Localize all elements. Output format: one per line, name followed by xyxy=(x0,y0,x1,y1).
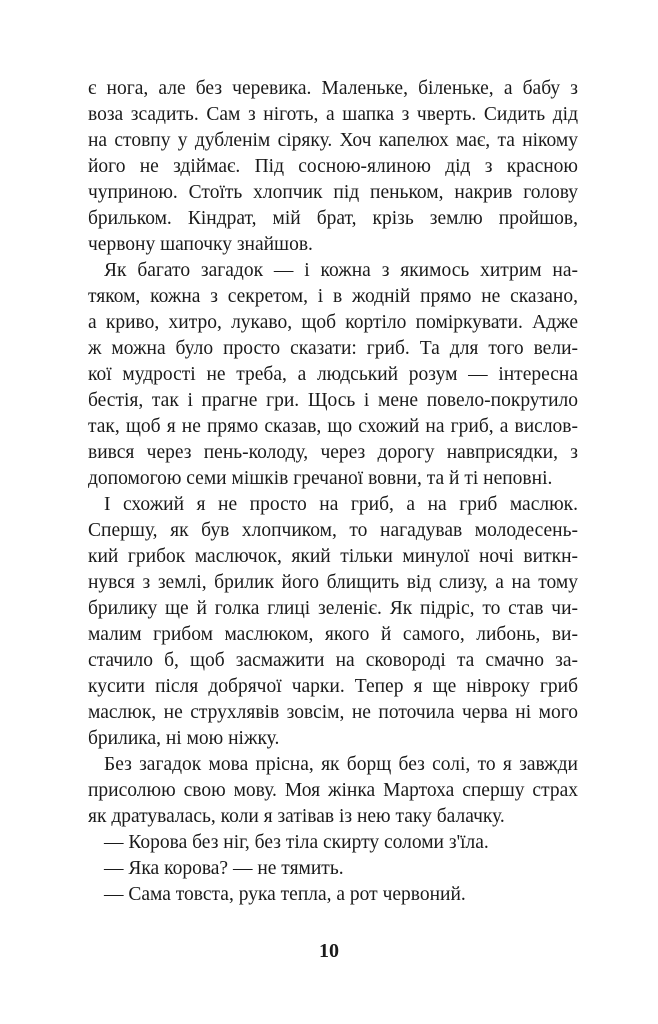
paragraph-language-without-riddles xyxy=(88,752,578,830)
text-line: кої мудрості не треба, а людський розум — інтересна xyxy=(88,364,578,385)
text-line: брилику ще й голка глиці зеленіє. Як підріс, то став чи- xyxy=(88,598,578,619)
text-line: так, щоб я не прямо сказав, що схожий на гриб, а вислов- xyxy=(88,416,578,437)
text-line: маслюк, не струхлявів зовсім, не поточила черва ні мого xyxy=(88,702,578,723)
text-line: присолюю свою мову. Моя жінка Мартоха спершу страх xyxy=(88,780,578,801)
text-line: вився через пень-колоду, через дорогу навприсядки, з xyxy=(88,442,578,463)
book-page-body xyxy=(88,76,578,908)
dialog-line: — Корова без ніг, без тіла скирту соломи з'їла. xyxy=(104,832,489,853)
dialog-line: — Яка корова? — не тямить. xyxy=(104,858,344,879)
text-line: брилика, ні мою ніжку. xyxy=(88,728,280,749)
page-number: 10 xyxy=(319,940,339,962)
text-line: стачило б, щоб засмажити на сковороді та смачно за- xyxy=(88,650,578,671)
text-line: на стовпу у дубленім сіряку. Хоч капелюх має, та нікому xyxy=(88,130,578,151)
text-line: його не здіймає. Під сосною-ялиною дід з красною xyxy=(88,156,578,177)
text-line: Без загадок мова прісна, як борщ без солі, то я завжди xyxy=(104,754,578,775)
text-line: нувся з землі, брилик його блищить від слизу, а на тому xyxy=(88,572,578,593)
text-line: воза зсадить. Сам з ніготь, а шапка з чверть. Сидить дід xyxy=(88,104,578,125)
text-line: є нога, але без черевика. Маленьке, біленьке, а бабу з xyxy=(88,78,578,99)
text-line: кусити після добрячої чарки. Тепер я ще нівроку гриб xyxy=(88,676,578,697)
text-line: брильком. Кіндрат, мій брат, крізь землю пройшов, xyxy=(88,208,578,229)
text-line: допомогою семи мішків гречаної вовни, та й ті неповні. xyxy=(88,468,553,489)
paragraph-riddles-continued xyxy=(88,76,578,258)
text-line: як дратувалась, коли я затівав із нею таку балачку. xyxy=(88,806,505,827)
text-line: а криво, хитро, лукаво, щоб кортіло поміркувати. Адже xyxy=(88,312,578,333)
dialog-block xyxy=(88,830,578,908)
text-line: тяком, кожна з секретом, і в жодній прямо не сказано, xyxy=(88,286,578,307)
text-line: Як багато загадок — і кожна з якимось хитрим на- xyxy=(104,260,578,281)
text-line: Спершу, як був хлопчиком, то нагадував молодесень- xyxy=(88,520,578,541)
text-line: малим грибом маслюком, якого й самого, либонь, ви- xyxy=(88,624,578,645)
text-line: кий грибок маслючок, який тільки минулої ночі виткн- xyxy=(88,546,578,567)
text-line: ж можна було просто сказати: гриб. Та для того вели- xyxy=(88,338,578,359)
dialog-line: — Сама товста, рука тепла, а рот червоний. xyxy=(104,884,466,905)
paragraph-so-many-riddles xyxy=(88,258,578,492)
text-line: червону шапочку знайшов. xyxy=(88,234,313,255)
text-line: бестія, так і прагне гри. Щось і мене повело-покрутило xyxy=(88,390,578,411)
paragraph-mushroom-maslyuk xyxy=(88,492,578,752)
text-line: чуприною. Стоїть хлопчик під пеньком, накрив голову xyxy=(88,182,578,203)
text-line: І схожий я не просто на гриб, а на гриб маслюк. xyxy=(104,494,578,515)
